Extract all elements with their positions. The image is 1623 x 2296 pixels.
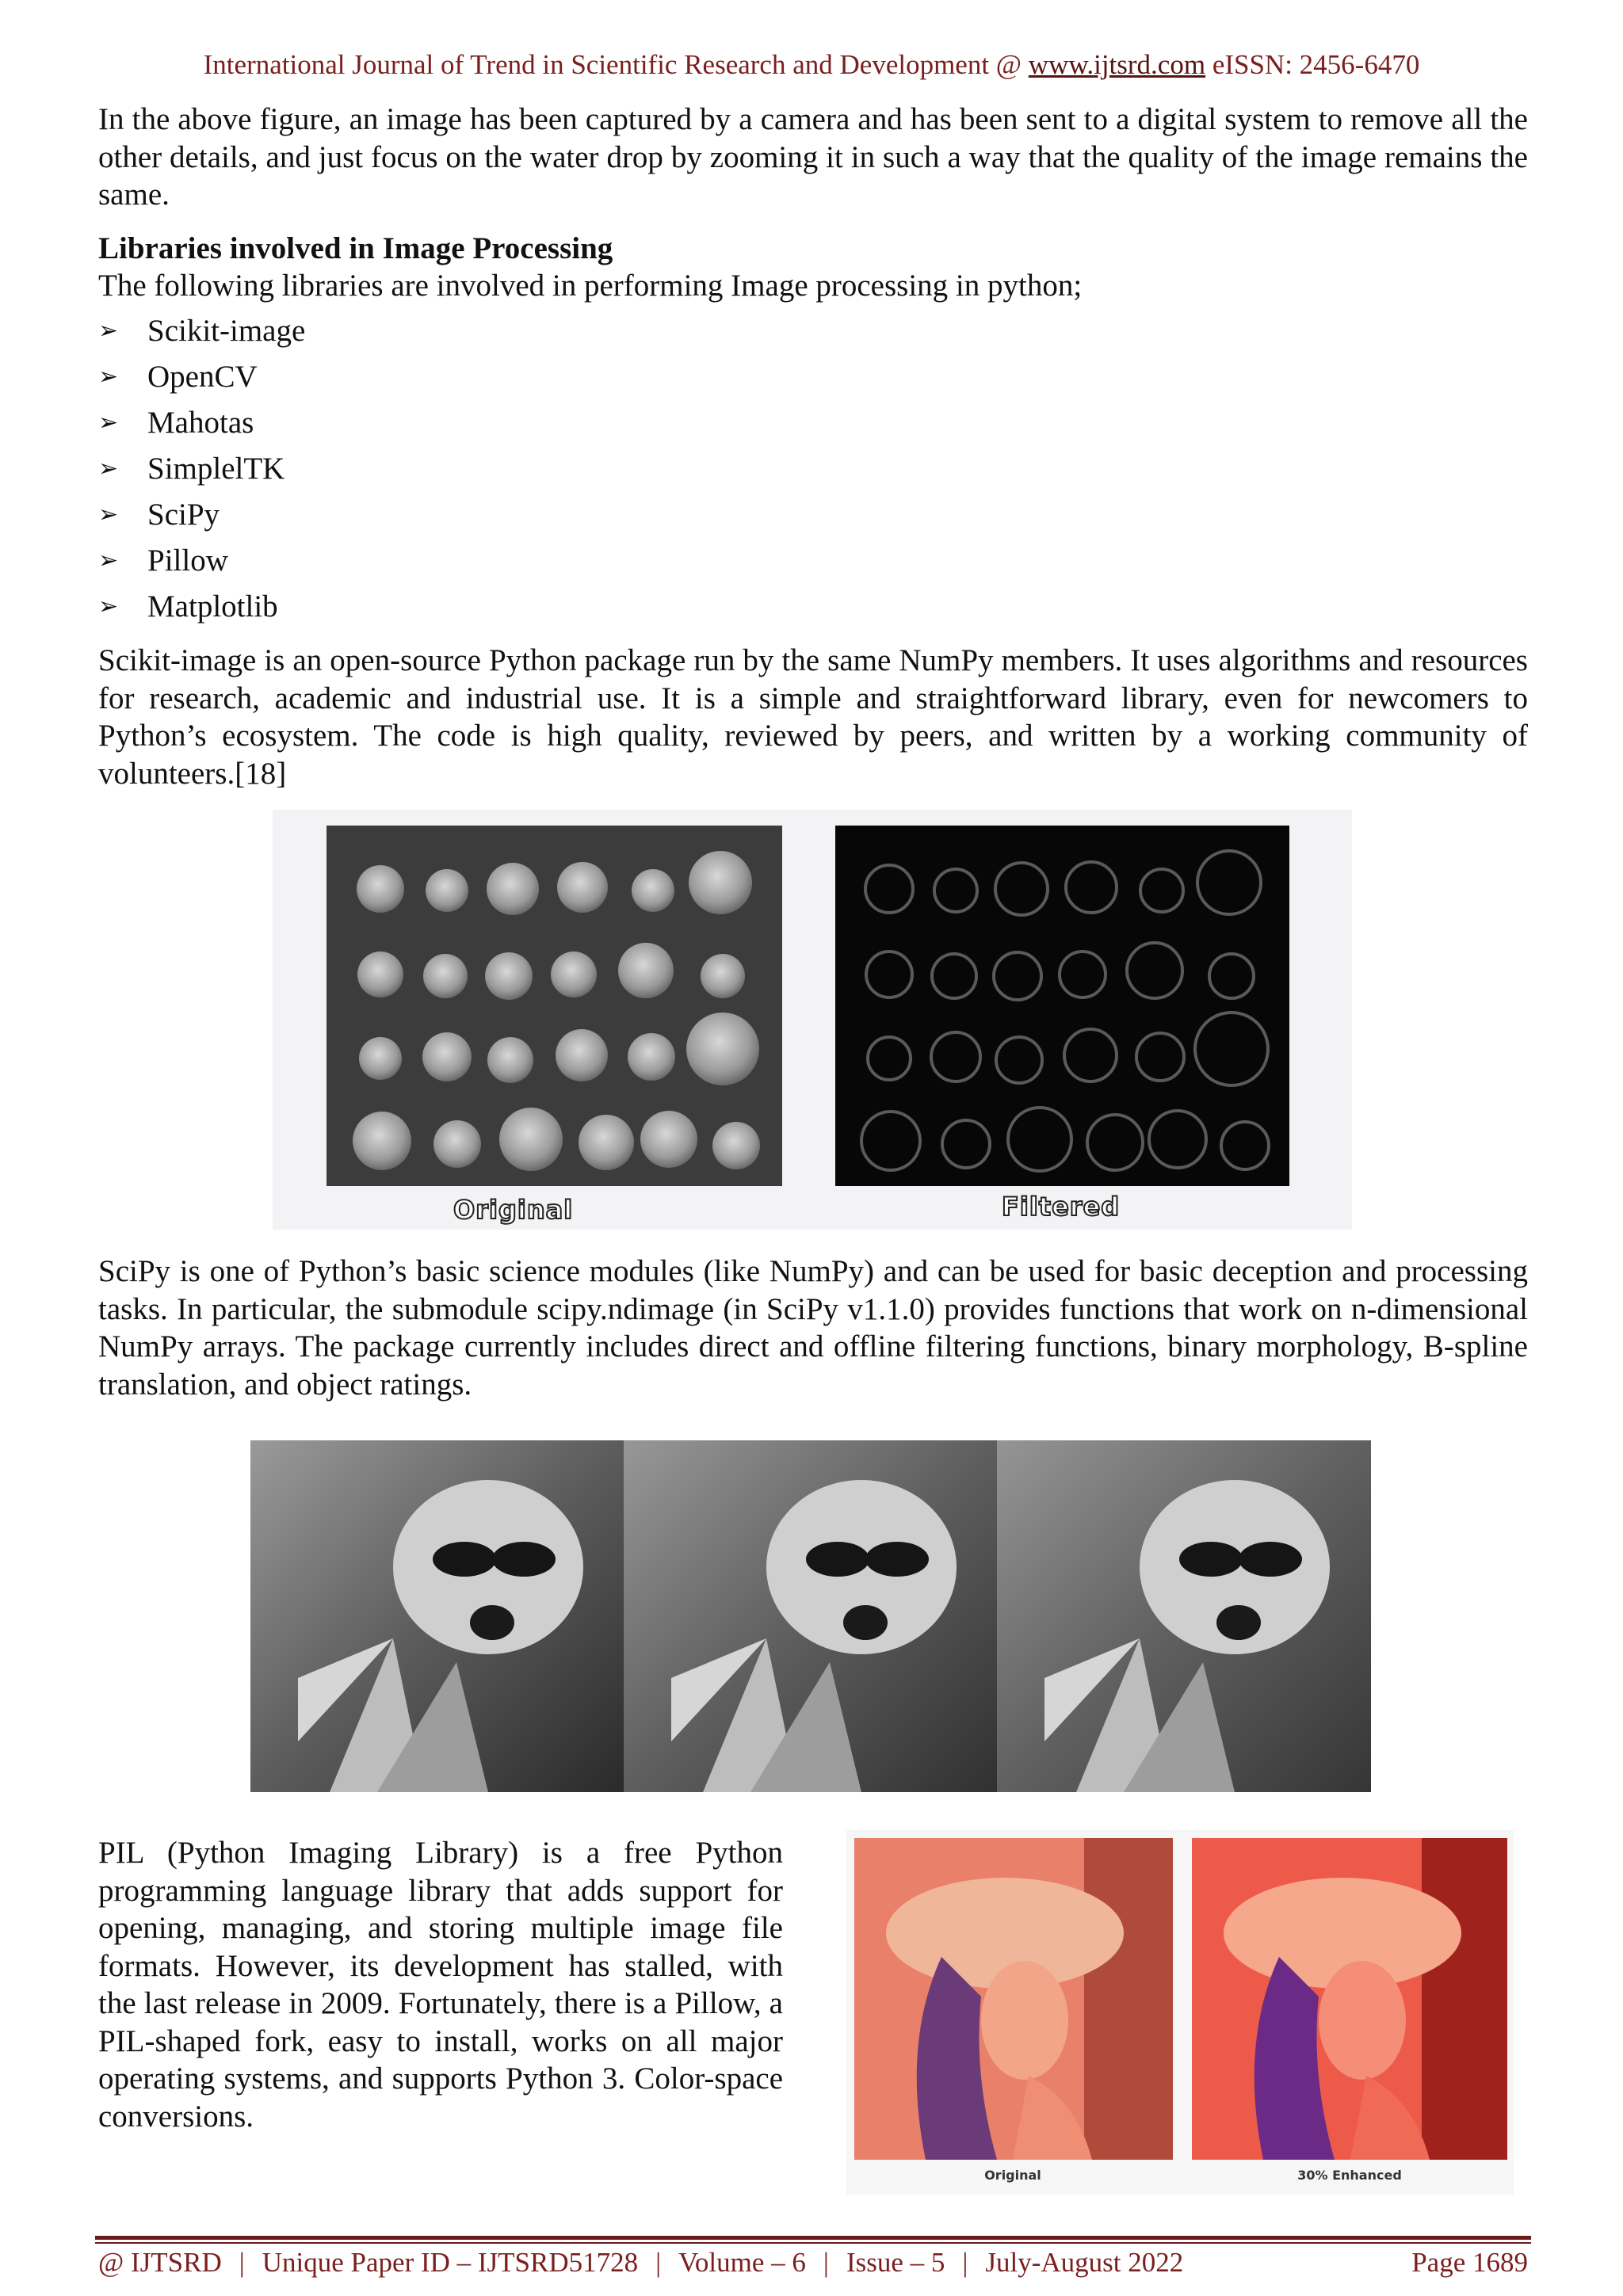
- pillow-enhance-figure: [846, 1830, 1514, 2195]
- list-item: ➢ OpenCV: [98, 354, 1528, 400]
- header-suffix: eISSN: 2456-6470: [1205, 49, 1420, 80]
- lena-original-image: [854, 1838, 1173, 2160]
- arrowhead-bullet-icon: ➢: [98, 316, 119, 345]
- running-footer: @ IJTSRD | Unique Paper ID – IJTSRD51728 | Volume – 6 | Issue – 5 | July-August 2022 Page 1689: [98, 2247, 1528, 2278]
- footer-page-number: Page 1689: [1411, 2247, 1528, 2278]
- list-item: ➢ Mahotas: [98, 400, 1528, 446]
- header-prefix: International Journal of Trend in Scientific Research and Development @: [203, 49, 1029, 80]
- list-item: ➢ Scikit-image: [98, 308, 1528, 354]
- scipy-paragraph: SciPy is one of Python’s basic science modules (like NumPy) and can be used for basic deception and processing tasks. In particular, the submodule scipy.ndimage (in SciPy v1.1.0) provides functions that work on n-dimensional NumPy arrays. The package currently includes direct and offline filtering functions, binary morphology, B-spline translation, and object ratings.: [98, 1254, 1528, 1402]
- footer-date: July-August 2022: [985, 2247, 1184, 2278]
- lena-enhanced-image: [1192, 1838, 1507, 2160]
- arrowhead-bullet-icon: ➢: [98, 408, 119, 437]
- journal-website-link[interactable]: www.ijtsrd.com: [1028, 49, 1206, 80]
- arrowhead-bullet-icon: ➢: [98, 454, 119, 482]
- arrowhead-bullet-icon: ➢: [98, 592, 119, 620]
- footer-rule: [95, 2236, 1531, 2240]
- arrowhead-bullet-icon: ➢: [98, 500, 119, 528]
- section-heading: Libraries involved in Image Processing: [98, 231, 613, 265]
- lena-enhanced-label: 30% Enhanced: [1297, 2168, 1402, 2183]
- lena-original-label: Original: [984, 2168, 1041, 2183]
- scikit-paragraph: Scikit-image is an open-source Python package run by the same NumPy members. It uses algorithms and resources for research, academic and industrial use. It is a simple and straightforward library, even for newcomers to Python’s ecosystem. The code is high quality, reviewed by peers, and written by a working community of volunteers.[18]: [98, 643, 1528, 791]
- coins-original-label: Original: [453, 1195, 574, 1225]
- coins-filtered-label: Filtered: [1002, 1192, 1121, 1222]
- footer-issue: Issue – 5: [846, 2247, 945, 2278]
- running-header: [0, 49, 1623, 81]
- footer-rule-thin: [95, 2242, 1531, 2244]
- arrowhead-bullet-icon: ➢: [98, 546, 119, 574]
- list-item: ➢ Pillow: [98, 538, 1528, 584]
- footer-volume: Volume – 6: [678, 2247, 806, 2278]
- list-item: ➢ Matplotlib: [98, 584, 1528, 630]
- library-list: [98, 308, 1528, 630]
- footer-paper-id: Unique Paper ID – IJTSRD51728: [262, 2247, 639, 2278]
- list-item: ➢ SciPy: [98, 492, 1528, 538]
- intro-paragraph: In the above figure, an image has been captured by a camera and has been sent to a digital system to remove all the other details, and just focus on the water drop by zooming it in such a way that the quality of the image remains the same.: [98, 102, 1528, 212]
- pil-paragraph: PIL (Python Imaging Library) is a free Python programming language library that adds support for opening, managing, and storing multiple image file formats. However, its development has stalled, with the last release in 2009. Fortunately, there is a Pillow, a PIL-shaped fork, easy to install, works on all major operating systems, and supports Python 3. Color-space conversions.: [98, 1836, 783, 2134]
- coins-filtered-image: [835, 826, 1289, 1186]
- arrowhead-bullet-icon: ➢: [98, 362, 119, 391]
- raccoon-filter-figure: [250, 1440, 1371, 1792]
- footer-journal: @ IJTSRD: [98, 2247, 222, 2278]
- list-item: ➢ SimplelTK: [98, 446, 1528, 492]
- coins-figure: [273, 810, 1352, 1230]
- coins-original-image: [327, 826, 782, 1186]
- section-lead: The following libraries are involved in performing Image processing in python;: [98, 269, 1083, 303]
